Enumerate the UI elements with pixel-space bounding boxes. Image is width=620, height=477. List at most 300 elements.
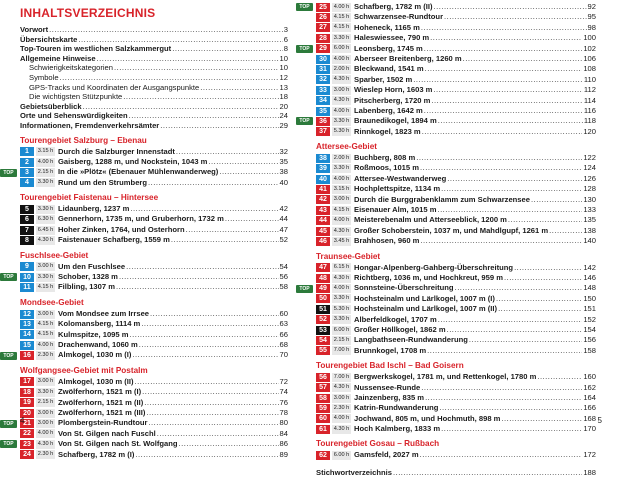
tour-name: Labenberg, 1642 m <box>354 105 423 115</box>
tour-row[interactable] <box>316 163 596 173</box>
dot-leader <box>97 54 279 64</box>
tour-row[interactable] <box>316 372 596 382</box>
tour-number: 50 <box>316 294 330 303</box>
tour-number: 38 <box>316 154 330 163</box>
dot-leader <box>498 304 582 314</box>
tour-duration: 3.00 h <box>37 378 54 385</box>
tour-name: Hoher Zinken, 1764, und Osterhorn <box>58 224 185 234</box>
tour-row[interactable] <box>20 450 288 460</box>
tour-name: Um den Fuschlsee <box>58 261 126 271</box>
tour-page: 122 <box>583 153 596 163</box>
top-badge: TOP <box>0 169 17 177</box>
tour-duration: 6.00 h <box>333 452 350 459</box>
tour-page: 98 <box>587 22 596 32</box>
tour-name: Brahhosen, 960 m <box>354 236 420 246</box>
tour-page: 128 <box>583 184 596 194</box>
tour-row[interactable] <box>316 450 596 460</box>
tour-name: Hoheneck, 1165 m <box>354 22 420 32</box>
tour-duration: 4.15 h <box>37 284 54 291</box>
toc-page: 24 <box>279 111 288 121</box>
tour-page: 76 <box>279 397 288 407</box>
tour-name: Sparber, 1502 m <box>354 74 413 84</box>
tour-page: 150 <box>583 293 596 303</box>
dot-leader <box>176 147 279 157</box>
tour-row[interactable] <box>316 23 596 33</box>
tour-name: Nussensee-Runde <box>354 382 421 392</box>
tour-row[interactable] <box>316 184 596 194</box>
tour-row[interactable] <box>20 204 288 214</box>
dot-leader <box>463 54 583 64</box>
tour-page: 162 <box>583 382 596 392</box>
tour-name: In die »Plötz« (Ebenauer Mühlenwanderweg) <box>58 167 219 177</box>
tour-name: Zwölferhorn, 1521 m (II) <box>58 397 144 407</box>
tour-number: 4 <box>20 178 34 187</box>
toc-line[interactable] <box>20 121 288 131</box>
tour-page: 100 <box>583 33 596 43</box>
tour-duration: 2.00 h <box>333 154 350 161</box>
tour-page: 35 <box>279 156 288 166</box>
tour-duration: 2.30 h <box>37 352 54 359</box>
tour-duration: 4.00 h <box>333 3 350 10</box>
tour-name: Plombergstein-Rundtour <box>58 418 148 428</box>
tour-row[interactable] <box>20 387 288 397</box>
tour-row[interactable] <box>316 54 596 64</box>
tour-name: Von St. Gilgen nach Fuschl <box>58 428 156 438</box>
tour-row[interactable] <box>316 195 596 205</box>
tour-duration: 3.15 h <box>37 148 54 155</box>
dot-leader <box>123 92 278 102</box>
tour-name: Gamsfeld, 2027 m <box>354 450 419 460</box>
dot-leader <box>142 387 278 397</box>
tour-row[interactable] <box>316 273 596 283</box>
top-badge: TOP <box>296 3 313 11</box>
tour-row[interactable] <box>20 235 288 245</box>
tour-name: Schober, 1328 m <box>58 272 118 282</box>
tour-duration: 3.45 h <box>333 237 350 244</box>
tour-row[interactable] <box>20 225 288 235</box>
tour-row[interactable] <box>316 106 596 116</box>
tour-page: 89 <box>279 449 288 459</box>
tour-row[interactable] <box>316 75 596 85</box>
tour-name: Bleckwand, 1541 m <box>354 64 424 74</box>
tour-name: Leonsberg, 1745 m <box>354 43 423 53</box>
dot-leader <box>116 282 279 292</box>
tour-name: Meisterebenalm und Atterseeblick, 1200 m <box>354 215 507 225</box>
section-heading: Tourengebiet Bad Ischl – Bad Goisern <box>316 361 464 371</box>
dot-leader <box>171 235 279 245</box>
tour-page: 52 <box>279 235 288 245</box>
tour-row[interactable] <box>316 335 596 345</box>
tour-name: Jochwand, 805 m, und Hochmuth, 898 m <box>354 413 501 423</box>
toc-text: Symbole <box>29 72 59 82</box>
tour-duration: 4.30 h <box>37 440 54 447</box>
tour-number: 34 <box>316 96 330 105</box>
tour-duration: 4.15 h <box>37 331 54 338</box>
dot-leader <box>438 116 583 126</box>
tour-row[interactable] <box>316 304 596 314</box>
dot-leader <box>434 2 587 12</box>
tour-page: 114 <box>583 95 596 105</box>
tour-duration: 6.15 h <box>333 264 350 271</box>
tour-page: 86 <box>279 439 288 449</box>
tour-page: 148 <box>583 283 596 293</box>
tour-name: Sonnsteine-Überschreitung <box>354 283 454 293</box>
tour-row[interactable] <box>299 283 596 293</box>
toc-text: Allgemeine Hinweise <box>20 53 96 63</box>
tour-row[interactable] <box>20 377 288 387</box>
tour-number: 62 <box>316 451 330 460</box>
dot-leader <box>444 12 587 22</box>
toc-line[interactable] <box>20 92 288 102</box>
toc-line[interactable] <box>20 63 288 73</box>
dot-leader <box>148 178 279 188</box>
tour-number: 47 <box>316 263 330 272</box>
tour-duration: 4.00 h <box>333 55 350 62</box>
tour-row[interactable] <box>3 350 288 360</box>
dot-leader <box>78 35 282 45</box>
tour-name: Eisenauer Alm, 1015 m <box>354 205 437 215</box>
tour-name: Schwarzensee-Rundtour <box>354 12 444 22</box>
dot-leader <box>139 340 279 350</box>
tour-name: Großer Höllkogel, 1862 m <box>354 324 446 334</box>
tour-row[interactable] <box>20 398 288 408</box>
toc-page: 20 <box>279 101 288 111</box>
page-number-left: 4 <box>20 416 25 425</box>
tour-row[interactable] <box>299 116 596 126</box>
dot-leader <box>132 350 278 360</box>
tour-duration: 4.00 h <box>333 415 350 422</box>
tour-row[interactable] <box>316 414 596 424</box>
tour-row[interactable] <box>299 2 596 12</box>
tour-row[interactable] <box>316 315 596 325</box>
dot-leader <box>427 346 582 356</box>
tour-duration: 6.00 h <box>333 326 350 333</box>
tour-number: 10 <box>20 273 34 282</box>
tour-page: 130 <box>583 194 596 204</box>
toc-line[interactable] <box>20 102 288 112</box>
tour-duration: 6.45 h <box>37 226 54 233</box>
tour-number: 31 <box>316 65 330 74</box>
tour-duration: 2.15 h <box>37 169 54 175</box>
dot-leader <box>496 294 582 304</box>
dot-leader <box>425 64 583 74</box>
dot-leader <box>537 372 582 382</box>
top-badge: TOP <box>296 45 313 53</box>
tour-row[interactable] <box>316 226 596 236</box>
tour-row[interactable] <box>20 157 288 167</box>
tour-page: 70 <box>279 350 288 360</box>
tour-number: 2 <box>20 158 34 167</box>
right-tour-sections <box>299 142 596 461</box>
tour-number: 59 <box>316 404 330 413</box>
tour-page: 66 <box>279 329 288 339</box>
toc-line-index[interactable]: Stichwortverzeichnis ..... 188 <box>316 468 596 477</box>
tour-number: 42 <box>316 195 330 204</box>
tour-row[interactable] <box>316 96 596 106</box>
toc-line[interactable] <box>20 35 288 45</box>
tour-duration: 2.30 h <box>333 404 350 411</box>
tour-number: 6 <box>20 215 34 224</box>
tour-row[interactable] <box>316 205 596 215</box>
tour-duration: 4.30 h <box>333 425 350 432</box>
tour-name: Hochsteinalm und Lärlkogel, 1007 m (I) <box>354 293 495 303</box>
tour-duration: 3.15 h <box>333 185 350 192</box>
dot-leader <box>130 204 278 214</box>
tour-row[interactable] <box>20 408 288 418</box>
dot-leader <box>421 23 587 33</box>
tour-duration: 4.00 h <box>37 430 54 437</box>
tour-duration: 7.00 h <box>333 347 350 354</box>
tour-row[interactable] <box>20 330 288 340</box>
tour-page: 112 <box>583 85 596 95</box>
tour-page: 151 <box>583 304 596 314</box>
tour-row[interactable] <box>316 174 596 184</box>
tour-number: 27 <box>316 23 330 32</box>
dot-leader <box>531 195 582 205</box>
toc-line[interactable] <box>20 111 288 121</box>
tour-duration: 4.15 h <box>333 206 350 213</box>
toc-line[interactable] <box>20 73 288 83</box>
tour-number: 39 <box>316 164 330 173</box>
toc-text: Orte und Sehenswürdigkeiten <box>20 111 128 121</box>
tour-name: Almkogel, 1030 m (I) <box>58 350 132 360</box>
tour-page: 80 <box>279 418 288 428</box>
toc-page: 29 <box>279 120 288 130</box>
tour-row[interactable] <box>316 127 596 137</box>
tour-page: 102 <box>583 43 596 53</box>
tour-row[interactable] <box>316 424 596 434</box>
tour-number: 14 <box>20 330 34 339</box>
dot-leader <box>433 85 582 95</box>
dot-leader <box>129 330 278 340</box>
tour-name: Zwölferhorn, 1521 m (I) <box>58 387 142 397</box>
dot-leader <box>514 263 582 273</box>
tour-page: 138 <box>583 225 596 235</box>
tour-row[interactable] <box>20 429 288 439</box>
tour-number: 17 <box>20 377 34 386</box>
tour-number: 29 <box>316 44 330 53</box>
tour-name: Brunnkogel, 1708 m <box>354 345 427 355</box>
tour-page: 106 <box>583 53 596 63</box>
tour-duration: 3.30 h <box>333 117 350 124</box>
tour-row[interactable] <box>20 282 288 292</box>
section-heading: Attersee-Gebiet <box>316 142 377 152</box>
dot-leader <box>424 44 583 54</box>
tour-row[interactable] <box>316 263 596 273</box>
toc-line[interactable] <box>20 54 288 64</box>
tour-name: Aberseer Breitenberg, 1260 m <box>354 53 462 63</box>
top-badge: TOP <box>0 440 17 448</box>
tour-name: Pitscherberg, 1720 m <box>354 95 431 105</box>
tour-page: 146 <box>583 272 596 282</box>
tour-name: Filbling, 1307 m <box>58 282 115 292</box>
dot-leader <box>179 439 279 449</box>
tour-page: 68 <box>279 340 288 349</box>
tour-row[interactable] <box>316 403 596 413</box>
tour-name: Zwölferhorn, 1521 m (III) <box>58 407 146 417</box>
tour-row[interactable] <box>316 236 596 246</box>
toc-text: Gebietsüberblick <box>20 101 82 111</box>
tour-number: 43 <box>316 206 330 215</box>
tour-name: Buchberg, 808 m <box>354 153 416 163</box>
tour-name: Jainzenberg, 835 m <box>354 392 425 402</box>
tour-row[interactable] <box>299 43 596 54</box>
tour-name: Braunedikogel, 1894 m <box>354 116 437 126</box>
tour-duration: 4.00 h <box>37 158 54 165</box>
tour-row[interactable] <box>20 214 288 224</box>
tour-duration: 3.30 h <box>37 388 54 395</box>
dot-leader <box>420 450 583 460</box>
tour-number: 57 <box>316 383 330 392</box>
toc-text: Informationen, Fremdenverkehrsämter <box>20 120 160 130</box>
tour-page: 116 <box>583 105 596 115</box>
tour-row[interactable] <box>316 85 596 95</box>
tour-duration: 2.15 h <box>333 337 350 344</box>
tour-row[interactable] <box>20 309 288 319</box>
tour-number: 56 <box>316 373 330 382</box>
tour-name: Großer Schoberstein, 1037 m, und Mahdlgupf, 1261 m <box>354 225 549 235</box>
tour-row[interactable] <box>316 33 596 43</box>
section-heading: Wolfgangsee-Gebiet mit Postalm <box>20 365 148 375</box>
dot-leader <box>424 106 583 116</box>
toc-page: 10 <box>279 53 288 63</box>
tour-row[interactable] <box>20 178 288 188</box>
tour-duration: 3.30 h <box>37 273 54 280</box>
tour-page: 38 <box>279 167 288 177</box>
dot-leader <box>83 102 279 112</box>
dot-leader <box>501 414 582 424</box>
tour-duration: 3.00 h <box>333 394 350 401</box>
dot-leader <box>469 335 582 345</box>
toc-line[interactable] <box>20 25 288 35</box>
tour-row[interactable] <box>316 64 596 74</box>
tour-duration: 4.00 h <box>333 217 350 224</box>
dot-leader <box>549 226 582 236</box>
tour-number: 36 <box>316 117 330 126</box>
tour-name: Rund um den Strumberg <box>58 177 148 187</box>
tour-duration: 4.30 h <box>37 236 54 243</box>
tour-name: Durch die Salzburger Innenstadt <box>58 146 175 156</box>
tour-duration: 7.00 h <box>333 373 350 380</box>
tour-number: 22 <box>20 429 34 438</box>
tour-row[interactable] <box>3 167 288 177</box>
tour-number: 30 <box>316 55 330 64</box>
tour-name: Vom Mondsee zum Irrsee <box>58 308 150 318</box>
tour-row[interactable] <box>316 294 596 304</box>
dot-leader <box>504 273 582 283</box>
tour-page: 158 <box>583 345 596 355</box>
tour-duration: 3.30 h <box>333 165 350 172</box>
tour-page: 63 <box>279 319 288 329</box>
dot-leader <box>148 418 278 428</box>
tour-row[interactable] <box>316 215 596 225</box>
tour-number: 5 <box>20 205 34 214</box>
tour-number: 41 <box>316 185 330 194</box>
tour-row[interactable] <box>20 340 288 350</box>
tour-number: 8 <box>20 236 34 245</box>
right-page <box>299 0 610 477</box>
tour-page: 152 <box>583 314 596 324</box>
tour-number: 55 <box>316 346 330 355</box>
dot-leader <box>441 184 582 194</box>
dot-leader <box>186 225 279 235</box>
tour-row[interactable] <box>316 325 596 335</box>
dot-leader <box>129 111 279 121</box>
tour-duration: 4.30 h <box>333 76 350 83</box>
tour-number: 24 <box>20 450 34 459</box>
tour-row[interactable] <box>316 12 596 22</box>
tour-row[interactable] <box>316 153 596 163</box>
tour-name: Wieslер Horn, 1603 m <box>354 85 433 95</box>
tour-row[interactable] <box>20 319 288 329</box>
dot-leader <box>455 283 583 293</box>
tour-row[interactable] <box>316 383 596 393</box>
tour-row[interactable] <box>20 147 288 157</box>
section-heading: Tourengebiet Faistenau – Hintersee <box>20 193 159 203</box>
tour-page: 54 <box>279 261 288 271</box>
toc-text: Die wichtigsten Stützpunkte <box>29 92 123 102</box>
tour-duration: 4.15 h <box>333 14 350 21</box>
tour-number: 1 <box>20 147 34 156</box>
tour-name: Roßmoos, 1015 m <box>354 163 419 173</box>
tour-page: 58 <box>279 282 288 292</box>
toc-text: Schwierigkeitskategorien <box>29 63 113 73</box>
tour-duration: 3.30 h <box>37 179 54 186</box>
tour-page: 72 <box>279 376 288 386</box>
tour-number: 37 <box>316 127 330 136</box>
tour-name: Durch die Burggrabenklamm zum Schwarzensee <box>354 194 530 204</box>
tour-name: Katrin-Rundwanderung <box>354 403 439 413</box>
tour-page: 124 <box>583 163 596 173</box>
tour-page: 160 <box>583 372 596 382</box>
tour-number: 40 <box>316 175 330 184</box>
tour-row[interactable] <box>316 346 596 356</box>
tour-row[interactable] <box>20 262 288 272</box>
tour-name: Faistenauer Schafberg, 1559 m <box>58 235 170 245</box>
tour-page: 42 <box>279 204 288 214</box>
tour-number: 51 <box>316 305 330 314</box>
section-heading: Tourengebiet Salzburg – Ebenau <box>20 135 147 145</box>
tour-row[interactable] <box>3 439 288 449</box>
dot-leader <box>135 377 279 387</box>
toc-line[interactable] <box>20 44 288 54</box>
tour-number: 3 <box>20 168 34 177</box>
tour-row[interactable] <box>3 272 288 282</box>
dot-leader <box>141 319 278 329</box>
toc-line[interactable] <box>20 83 288 93</box>
tour-number: 13 <box>20 320 34 329</box>
tour-name: Langbathseen-Rundwanderung <box>354 335 468 345</box>
tour-number: 9 <box>20 262 34 271</box>
tour-number: 26 <box>316 13 330 22</box>
tour-page: 56 <box>279 272 288 282</box>
dot-leader <box>430 33 582 43</box>
tour-row[interactable] <box>316 393 596 403</box>
tour-page: 164 <box>583 392 596 402</box>
tour-name: Kolomansberg, 1114 m <box>58 319 141 329</box>
tour-row[interactable] <box>3 418 288 428</box>
top-badge: TOP <box>296 117 313 125</box>
tour-number: 54 <box>316 336 330 345</box>
tour-page: 166 <box>583 403 596 413</box>
toc-page: 12 <box>279 72 288 82</box>
dot-leader <box>225 214 279 224</box>
tour-page: 92 <box>587 2 596 11</box>
tour-name: Atterseе-Westwanderweg <box>354 173 447 183</box>
tour-number: 18 <box>20 388 34 397</box>
tour-number: 45 <box>316 227 330 236</box>
top-badge: TOP <box>296 285 313 293</box>
